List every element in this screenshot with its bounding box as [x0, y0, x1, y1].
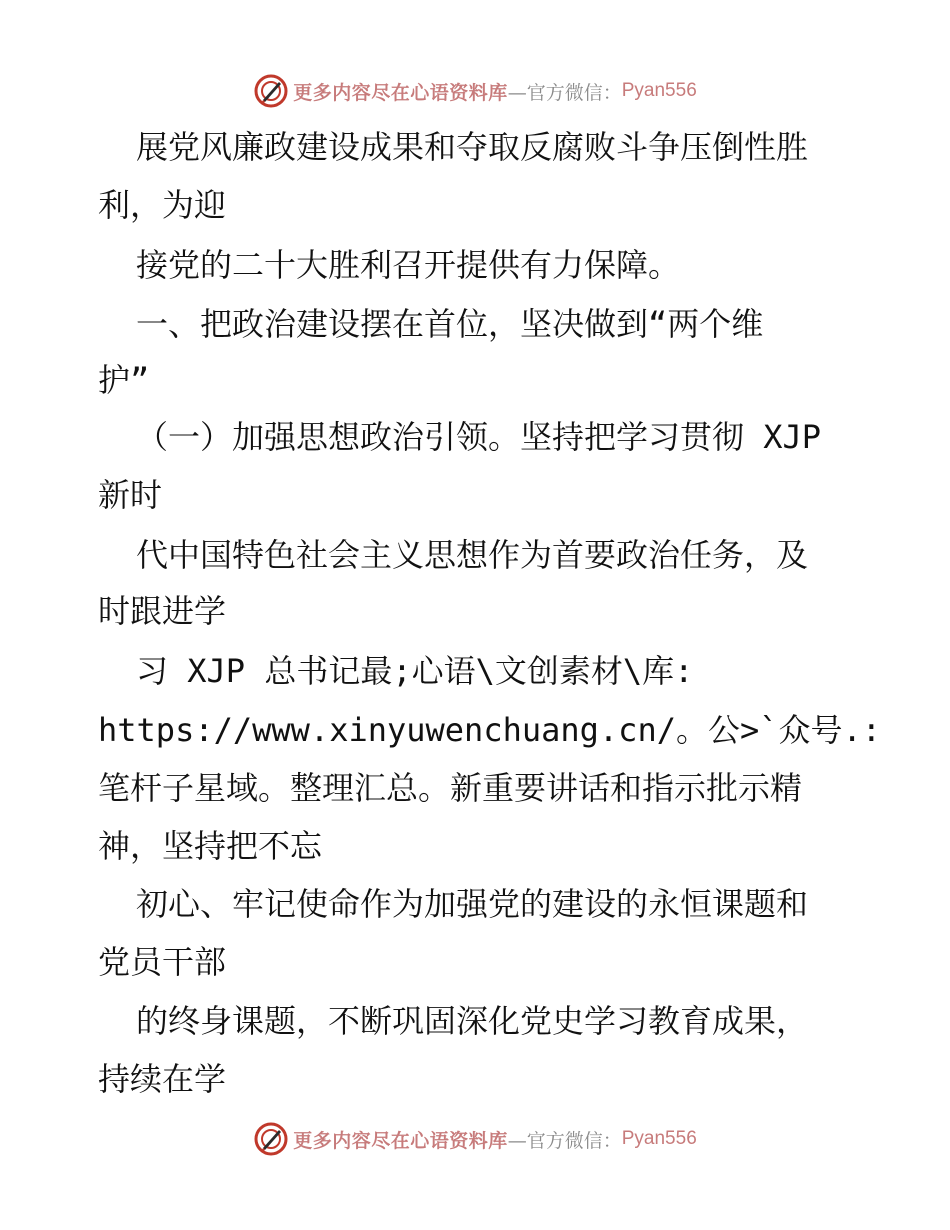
body-line: 新时: [98, 476, 163, 514]
body-line: 展党风廉政建设成果和夺取反腐败斗争压倒性胜: [136, 128, 809, 166]
body-line: 时跟进学: [98, 592, 227, 630]
brush-logo-icon: [253, 1121, 289, 1157]
header-banner-text: 更多内容尽在心语资料库: [293, 81, 508, 104]
brush-logo-icon: [253, 73, 289, 109]
body-line: 持续在学: [98, 1060, 227, 1098]
footer-banner-text: 更多内容尽在心语资料库: [293, 1129, 508, 1152]
body-line: https://www.xinyuwenchuang.cn/。公>`众号.:: [98, 711, 882, 749]
footer-banner-wechat-id: Pyan556: [621, 1128, 697, 1149]
body-line: 护”: [98, 361, 150, 399]
body-line: 一、把政治建设摆在首位，坚决做到“两个维: [136, 305, 764, 343]
header-banner-separator: —官方微信：: [507, 81, 622, 104]
footer-banner: [0, 1119, 950, 1159]
body-line: 初心、牢记使命作为加强党的建设的永恒课题和: [136, 885, 809, 923]
body-line: 党员干部: [98, 943, 227, 981]
body-line: （一）加强思想政治引领。坚持把学习贯彻 XJP: [136, 418, 822, 456]
header-banner-wechat-id: Pyan556: [621, 80, 697, 101]
body-line: 笔杆子星域。整理汇总。新重要讲话和指示批示精: [98, 769, 803, 807]
body-line: 利，为迎: [98, 186, 227, 224]
body-line: 习 XJP 总书记最;心语\文创素材\库:: [136, 652, 694, 690]
body-line: 神，坚持把不忘: [98, 827, 323, 865]
footer-banner-separator: —官方微信：: [507, 1129, 622, 1152]
body-line: 接党的二十大胜利召开提供有力保障。: [136, 246, 681, 284]
body-line: 的终身课题，不断巩固深化党史学习教育成果，: [136, 1002, 809, 1040]
body-line: 代中国特色社会主义思想作为首要政治任务，及: [136, 536, 809, 574]
header-banner: [0, 71, 950, 111]
